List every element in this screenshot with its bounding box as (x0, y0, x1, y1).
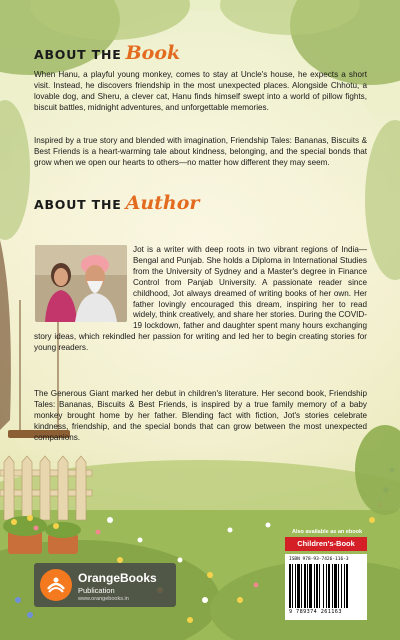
isbn-text: ISBN 978-93-7426-116-3 (289, 557, 349, 562)
about-book-heading-plain: ABOUT THE (34, 47, 122, 62)
barcode-icon (289, 564, 363, 608)
publisher-subtitle: Publication (78, 586, 115, 595)
author-paragraph-1-text: Jot is a writer with deep roots in two vibrant regions of India—Bengal and Punjab. She holds a Diploma in International Studies from the University of Sydney and a Master's degree in Finance Control from Panjab University. A passionate reader since childhood, Jot always dreamed of writing books of her own. Her father lovingly encouraged this dream, inspiring her to read widely, think creatively, and share her stories. During the COVID-19 lockdown, father and daughter spent many hours exchanging story ideas, which rekindled her passion for writing and led her to begin creating stories for young readers. (34, 245, 367, 353)
barcode-number: 9 789374 261163 (289, 609, 342, 615)
about-author-heading-script: Author (125, 192, 200, 214)
author-paragraph-1 (34, 245, 367, 354)
about-author-heading-plain: ABOUT THE (34, 197, 122, 212)
author-paragraph-2: The Generous Giant marked her debut in children's literature. Her second book, Friendship Tales: Bananas, Biscuits & Best Friends, is inspired by a true family memory of a baby monkey brought home by her father. Blending fact with fiction, Jot's stories celebrate kindness, friendship, and the special bonds that can grow between the most unexpected companions. (34, 389, 367, 442)
photo-spacer (34, 245, 133, 324)
publisher-logo (34, 563, 176, 607)
about-author-heading (34, 192, 199, 214)
publisher-url: www.orangebooks.in (78, 596, 129, 602)
about-book-heading-script: Book (125, 42, 181, 64)
category-label: Children's-Book (285, 537, 367, 551)
about-book-heading (34, 42, 180, 64)
orangebooks-logo-icon (40, 569, 72, 601)
publisher-name: OrangeBooks (78, 571, 157, 585)
book-paragraph-1: When Hanu, a playful young monkey, comes to stay at Uncle's house, he expects a short visit. Instead, he discovers friendship in the most unexpected places. Alongside Chhotu, a lovable dog, and Sheru, a clever cat, Hanu finds himself swept into a world of pillow fights, biscuit battles, midnight adventures, and unforgettable memories. (34, 70, 367, 112)
barcode-panel (285, 554, 367, 620)
ebook-note: Also available as an ebook (292, 529, 363, 535)
book-paragraph-2: Inspired by a true story and blended with imagination, Friendship Tales: Bananas, Biscuits & Best Friends is a heart-warming tale about kindness, belonging, and the special bonds that grow when we open our hearts to others—no matter how different they may seem. (34, 136, 367, 167)
